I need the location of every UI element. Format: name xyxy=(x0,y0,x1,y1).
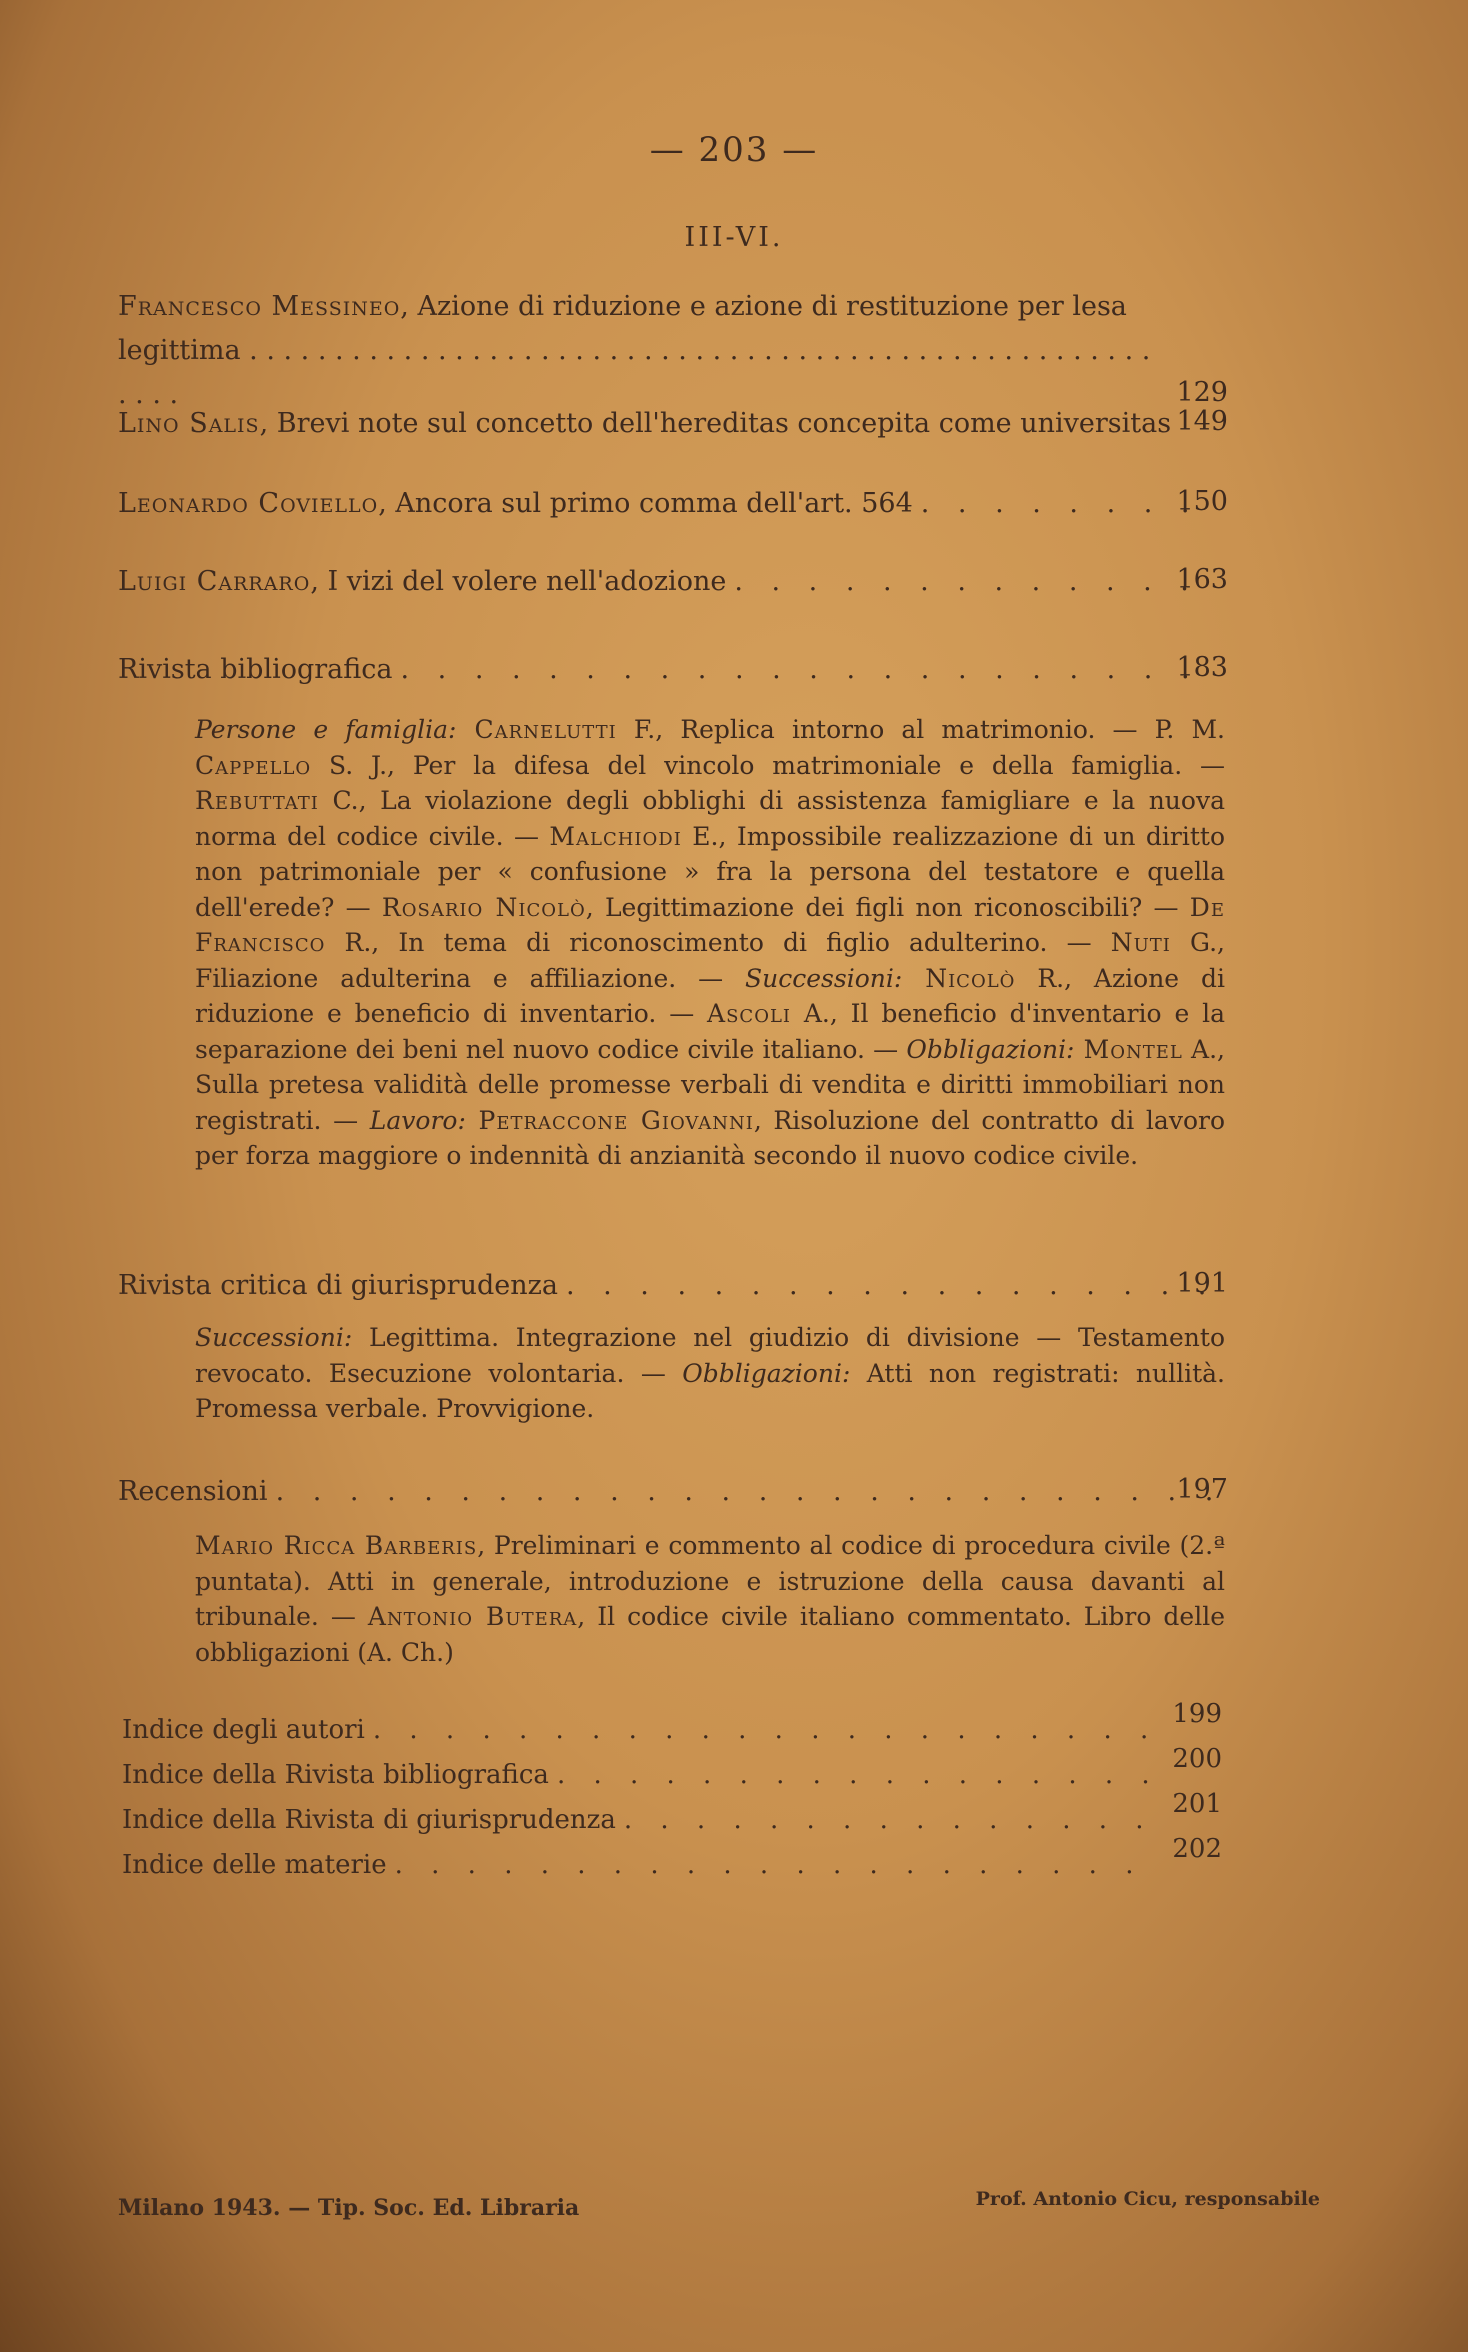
abstract-text: F., Replica intorno al matrimonio. — P. M. xyxy=(616,715,1225,744)
index-label: Indice della Rivista di giurisprudenza xyxy=(122,1805,616,1835)
rubric-label: Obbligazioni: xyxy=(682,1358,851,1388)
author-name: Carnelutti xyxy=(456,715,617,744)
index-page: 202 xyxy=(1172,1834,1222,1864)
author-name: Rebuttati xyxy=(195,786,319,815)
author-name: De Francisco xyxy=(195,892,1225,957)
toc-page: 163 xyxy=(1176,564,1228,595)
toc-entry: Lino Salis, Brevi note sul concetto dell'hereditas concepita come universitas 149 xyxy=(118,402,1228,446)
index-row xyxy=(122,1745,1222,1790)
author-name: Rosario Nicolò xyxy=(381,892,586,922)
toc-page: 129 xyxy=(1176,377,1228,408)
giurisprudenza-abstract xyxy=(195,1320,1225,1427)
index-label: Indice delle materie xyxy=(122,1850,387,1880)
toc-page: 183 xyxy=(1176,652,1228,683)
index-row xyxy=(122,1700,1222,1745)
toc-entry: Luigi Carraro, I vizi del volere nell'adozione . . . 163 xyxy=(118,560,1228,604)
index-page: 199 xyxy=(1172,1699,1222,1729)
abstract-text: Atti non registrati: nullità. Promessa verbale. Provvigione. xyxy=(195,1358,1225,1423)
abstract-text: , Legittimazione dei figli non riconoscibili? — xyxy=(585,892,1190,922)
section-title: Rivista bibliografica xyxy=(118,654,393,685)
section-title: Recensioni xyxy=(118,1476,268,1507)
rubric-label: Successioni: xyxy=(745,963,903,993)
rubric-label: Lavoro: xyxy=(369,1105,466,1135)
index-page: 200 xyxy=(1172,1744,1222,1774)
abstract-text: , Preliminari e commento al codice di procedura civile (2.ª puntata). Atti in generale, introduzione e istruzione della causa davanti al tribunale. — xyxy=(195,1531,1225,1631)
toc-title: Azione di riduzione e azione di restituzione per lesa legittima xyxy=(118,291,1127,366)
author-name: Cappello xyxy=(195,750,312,780)
abstract-text: , Risoluzione del contratto di lavoro per forza maggiore o indennità di anzianità secondo il nuovo codice civile. xyxy=(195,1105,1225,1170)
toc-page: 191 xyxy=(1176,1268,1228,1299)
section-title: Rivista critica di giurisprudenza xyxy=(118,1270,558,1301)
page-number: — 203 — xyxy=(649,130,819,170)
author-name: Ascoli xyxy=(707,999,792,1028)
toc-section-bibliografica xyxy=(118,648,1228,692)
abstract-text: R., In tema di riconoscimento di figlio adulterino. — xyxy=(325,928,1111,957)
rubric-label: Persone e famiglia: xyxy=(195,715,457,744)
section-heading: III-VI. xyxy=(684,222,784,253)
recensioni-abstract xyxy=(195,1528,1225,1670)
toc-page: 149 xyxy=(1176,406,1228,437)
abstract-text: A., Sulla pretesa validità delle promesse verbali di vendita e diritti immobiliari non registrati. — xyxy=(195,1034,1225,1135)
index-row xyxy=(122,1790,1222,1835)
toc-page: 150 xyxy=(1176,486,1228,517)
author-name: Antonio Butera xyxy=(367,1602,578,1631)
toc-author: Leonardo Coviello xyxy=(118,488,379,519)
toc-entry: Francesco Messineo, Azione di riduzione e azione di restituzione per lesa legittima . . . 129 xyxy=(118,285,1228,417)
bibliografica-abstract xyxy=(195,712,1225,1174)
abstract-text: S. J., Per la difesa del vincolo matrimoniale e della famiglia. — xyxy=(311,750,1225,780)
index-label: Indice degli autori xyxy=(122,1715,365,1745)
author-name: Malchiodi xyxy=(549,821,682,851)
author-name: Nicolò xyxy=(902,963,1016,993)
toc-entry: Leonardo Coviello, Ancora sul primo comma dell'art. 564 . . . 150 xyxy=(118,482,1228,526)
toc-page: 197 xyxy=(1176,1474,1228,1505)
index-page: 201 xyxy=(1172,1789,1222,1819)
rubric-label: Successioni: xyxy=(195,1323,353,1352)
toc-title: I vizi del volere nell'adozione xyxy=(327,566,727,597)
abstract-text: C., La violazione degli obblighi di assistenza famigliare e la nuova norma del codice civile. — xyxy=(195,786,1225,851)
index-list xyxy=(122,1700,1222,1880)
abstract-text: G., Filiazione adulterina e affiliazione. — xyxy=(195,928,1225,993)
abstract-text: A., Il beneficio d'inventario e la separazione dei beni nel nuovo codice civile italiano. — xyxy=(195,999,1225,1064)
printer-imprint: Milano 1943. — Tip. Soc. Ed. Libraria xyxy=(118,2195,580,2221)
rubric-label: Obbligazioni: xyxy=(906,1034,1075,1064)
toc-section-recensioni xyxy=(118,1470,1228,1514)
toc-author: Lino Salis xyxy=(118,408,260,439)
responsible-editor: Prof. Antonio Cicu, responsabile xyxy=(975,2188,1320,2210)
toc-title: Brevi note sul concetto dell'hereditas concepita come universitas xyxy=(276,408,1172,439)
abstract-text: , Il codice civile italiano commentato. Libro delle obbligazioni (A. Ch.) xyxy=(195,1602,1226,1667)
author-name: Montel xyxy=(1074,1034,1183,1064)
index-label: Indice della Rivista bibliografica xyxy=(122,1760,549,1790)
author-name: Petraccone Giovanni xyxy=(465,1105,754,1135)
abstract-text: Legittima. Integrazione nel giudizio di divisione — Testamento revocato. Esecuzione volontaria. — xyxy=(195,1323,1225,1388)
author-name: Nuti xyxy=(1110,928,1171,957)
toc-title: Ancora sul primo comma dell'art. 564 xyxy=(395,488,913,519)
abstract-text: E., Impossibile realizzazione di un diritto non patrimoniale per « confusione » fra la persona del testatore e quella dell'erede? — xyxy=(195,821,1225,922)
index-row xyxy=(122,1835,1222,1880)
author-name: Mario Ricca Barberis xyxy=(195,1531,478,1560)
abstract-text: R., Azione di riduzione e beneficio di inventario. — xyxy=(195,963,1225,1028)
toc-author: Francesco Messineo xyxy=(118,291,401,322)
toc-author: Luigi Carraro xyxy=(118,566,311,597)
toc-section-giurisprudenza xyxy=(118,1264,1228,1308)
